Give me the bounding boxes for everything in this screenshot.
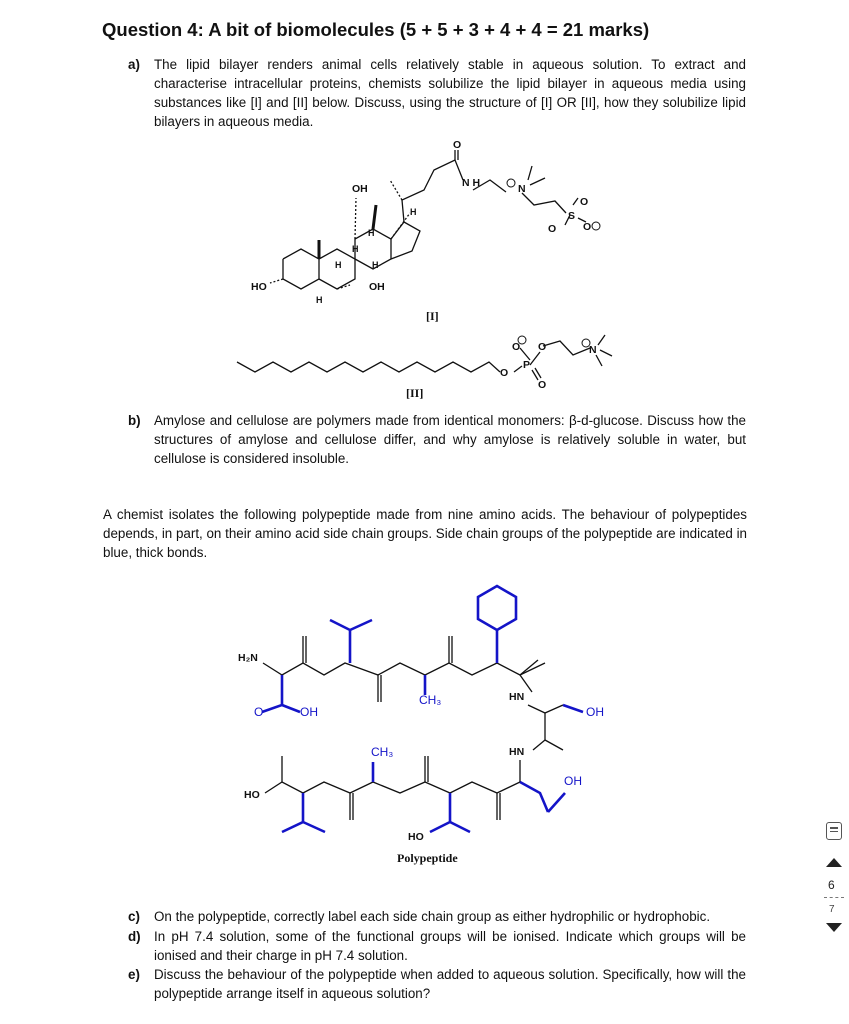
label-o-minus: O — [583, 221, 592, 233]
label-asp-oh: OH — [300, 705, 318, 719]
n-methyl-1 — [530, 178, 545, 185]
label-h3: H — [335, 260, 342, 270]
part-b-text: Amylose and cellulose are polymers made from identical monomers: β-d-glucose. Discuss how the structures of amylose and cellulose differ, and why amylose is relatively soluble in water, but cellulose is considered insoluble. — [154, 413, 746, 466]
next-page-number[interactable]: 7 — [829, 904, 835, 915]
page-up-icon[interactable] — [826, 858, 842, 867]
side-chain-glu-oh — [548, 793, 565, 812]
label-ho: HO — [251, 281, 267, 293]
h-hash-1 — [391, 213, 410, 239]
part-a-text: The lipid bilayer renders animal cells relatively stable in aqueous solution. To extract and characterise intracellular proteins, chemists solubilize the lipid bilayer in aqueous media using substances like [I] and [II] below. Discuss, using the structure of [I] OR [II], how they solubilize lipid bilayers in aqueous media. — [154, 57, 746, 129]
label-oh-top: OH — [352, 183, 368, 195]
side-chain-asp — [262, 675, 282, 712]
label-o2: O — [580, 196, 589, 208]
part-e-label: e) — [128, 967, 140, 982]
structure-I-labels — [251, 139, 600, 323]
polypeptide-backbone — [263, 636, 563, 820]
choline-me-3 — [596, 355, 602, 366]
o-p-bond — [514, 366, 522, 372]
label-ii-n-plus: N — [589, 344, 597, 356]
label-ii-p: P — [523, 359, 531, 371]
label-h2: H — [410, 207, 417, 217]
label-o-carbonyl: O — [453, 139, 462, 151]
ii-plus-charge-icon — [582, 339, 590, 347]
label-o1: O — [548, 223, 557, 235]
part-d-text: In pH 7.4 solution, some of the functional groups will be ionised. Indicate which groups will be ionised and their charge in pH 7.4 solution. — [154, 929, 746, 963]
label-n-plus: N — [518, 183, 526, 195]
backbone-bottom — [265, 782, 520, 793]
label-oh-bottom: OH — [369, 281, 385, 293]
question-part-c — [128, 907, 746, 926]
side-chain-val-top-b — [350, 620, 372, 630]
label-hn1: HN — [509, 691, 525, 703]
polypeptide-labels — [238, 652, 604, 865]
side-chain-thr — [430, 793, 450, 832]
label-ii-o-chain: O — [500, 367, 509, 379]
question-part-e — [128, 965, 746, 1003]
side-chain-val-bottom-b — [303, 822, 325, 832]
label-h6: H — [316, 295, 323, 305]
label-h1: H — [368, 228, 375, 238]
label-s: S — [568, 210, 576, 222]
c-hn-1 — [520, 675, 532, 692]
phenyl-ring — [478, 586, 516, 630]
side-chain-ser — [563, 705, 583, 712]
label-ii-o-minus: O — [512, 341, 521, 353]
part-e-text: Discuss the behaviour of the polypeptide when added to aqueous solution. Specifically, how will the polypeptide arrange itself in aqueous solution? — [154, 967, 746, 1001]
current-page-number: 6 — [828, 878, 835, 892]
choline-me-2 — [598, 335, 605, 345]
question-title: Question 4: A bit of biomolecules (5 + 5 + 3 + 4 + 4 = 21 marks) — [102, 19, 650, 40]
label-h5: H — [352, 244, 359, 254]
choline-chain — [543, 341, 590, 355]
structure-II-labels — [406, 336, 597, 400]
caption-II: [II] — [406, 386, 424, 400]
side-chain-val-top — [330, 620, 350, 663]
n-methyl-2 — [528, 166, 532, 180]
side-chain-glu — [520, 782, 548, 812]
label-ch3-bottom: CH₃ — [371, 745, 394, 759]
p-o-ester-bond — [530, 352, 540, 365]
label-ho-left: HO — [244, 789, 260, 801]
page-navigator — [820, 820, 849, 940]
label-oh2: OH — [586, 705, 604, 719]
label-ho-bottom: HO — [408, 831, 424, 843]
page-list-icon[interactable] — [826, 822, 842, 840]
sulfonate-chain — [522, 193, 566, 213]
caption-I: [I] — [426, 309, 439, 323]
so-bond-2 — [573, 198, 578, 205]
ring-a — [283, 249, 319, 289]
oh-hash — [355, 198, 356, 239]
part-b-label: b) — [128, 413, 141, 428]
question-part-d — [128, 927, 746, 965]
label-ii-o-double: O — [538, 379, 547, 391]
backbone-top — [263, 663, 545, 675]
part-a-label: a) — [128, 57, 140, 72]
caption-polypeptide: Polypeptide — [397, 851, 458, 865]
co-5 — [545, 740, 563, 750]
hydrocarbon-tail — [237, 362, 500, 372]
page-divider — [824, 897, 844, 898]
me-hash-side — [390, 180, 402, 200]
part-c-label: c) — [128, 909, 140, 924]
ring-d — [391, 222, 420, 259]
hn2-bond — [533, 740, 545, 750]
label-ii-o-ester: O — [538, 341, 547, 353]
label-oh1: O — [254, 705, 264, 719]
ho-hash — [270, 279, 283, 283]
label-nh: N H — [462, 177, 481, 189]
label-ch3-top: CH₃ — [419, 693, 442, 707]
ii-minus-charge-icon — [518, 336, 526, 344]
structure-II — [237, 335, 612, 380]
choline-me-1 — [600, 350, 612, 356]
question-part-b — [128, 411, 746, 468]
minus-charge-icon — [592, 222, 600, 230]
hn-chain — [528, 705, 563, 713]
plus-charge-icon — [507, 179, 515, 187]
label-oh3: OH — [564, 774, 582, 788]
part-d-label: d) — [128, 929, 141, 944]
methyl-wedge-2 — [373, 205, 376, 229]
page-down-icon[interactable] — [826, 923, 842, 932]
label-h4: H — [372, 260, 379, 270]
polypeptide-intro: A chemist isolates the following polypeptide made from nine amino acids. The behaviour of polypeptides depends, in part, on their amino acid side chain groups. Side chain groups of the polypeptide are indicated in blue, thick bonds. — [103, 507, 747, 560]
label-h2n: H₂N — [238, 652, 258, 664]
side-chain-val-bottom — [282, 793, 303, 832]
side-chain-thr-b — [450, 822, 470, 832]
label-hn2: HN — [509, 746, 525, 758]
structure-I — [270, 150, 589, 289]
side-chain-asp-oh — [282, 705, 300, 712]
part-c-text: On the polypeptide, correctly label each side chain group as either hydrophilic or hydrophobic. — [154, 909, 711, 924]
